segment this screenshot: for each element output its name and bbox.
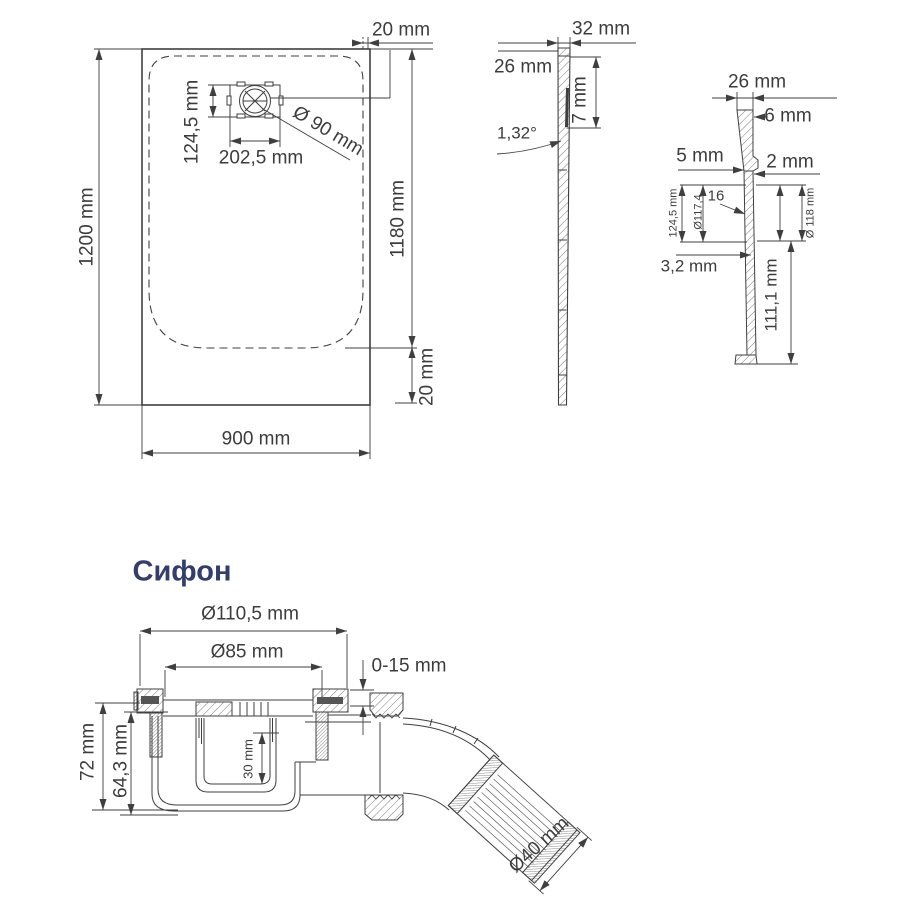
dim-plan-width: 900 mm — [221, 428, 291, 450]
dim-plan-drain-height: 124,5 mm — [181, 79, 203, 165]
dim-siphon-body-height: 64,3 mm — [110, 724, 132, 798]
dim-siphon-adjust-range: 0-15 mm — [371, 655, 447, 677]
dim-siphon-total-height: 72 mm — [77, 722, 99, 782]
dim-detail-outer-diameter: Ø 118 mm — [804, 187, 817, 239]
dim-plan-height: 1200 mm — [76, 187, 98, 267]
dim-detail-lower-height: 111,1 mm — [761, 258, 781, 332]
dim-detail-wall-top: 6 mm — [764, 105, 812, 127]
dim-plan-drain-diameter: Ø 90 mm — [289, 101, 367, 161]
dim-detail-top-height: 26 mm — [727, 71, 787, 93]
dim-detail-inner-diameter: Ø117,4 — [692, 194, 705, 230]
dim-plan-drain-width: 202,5 mm — [218, 147, 304, 169]
side-view-linework — [497, 37, 636, 405]
dim-siphon-top-diameter: Ø110,5 mm — [201, 603, 299, 625]
dim-detail-flange-height: 124,5 mm — [667, 188, 680, 238]
dim-detail-flange-depth: 16 — [707, 187, 725, 205]
dim-side-slope-angle: 1,32° — [497, 123, 537, 143]
dim-side-lip-height: 7 mm — [569, 76, 591, 124]
dim-plan-bottom-offset: 20 mm — [416, 347, 438, 407]
dim-plan-top-offset: 20 mm — [371, 19, 431, 41]
dim-detail-wall-bottom: 3,2 mm — [660, 256, 718, 276]
dim-side-top-thickness: 32 mm — [571, 18, 631, 40]
dim-detail-left-gap: 5 mm — [676, 145, 724, 167]
plan-view-linework — [94, 37, 433, 459]
dim-siphon-outlet-diameter: Ø40 mm — [504, 812, 574, 878]
dim-siphon-water-seal: 30 mm — [240, 739, 256, 779]
dim-side-edge-height: 26 mm — [493, 56, 553, 78]
dim-plan-inner-height: 1180 mm — [387, 180, 409, 258]
siphon-heading: Сифон — [132, 555, 232, 588]
dim-siphon-grate-diameter: Ø85 mm — [210, 641, 284, 663]
dim-detail-right-gap: 2 mm — [766, 151, 814, 173]
